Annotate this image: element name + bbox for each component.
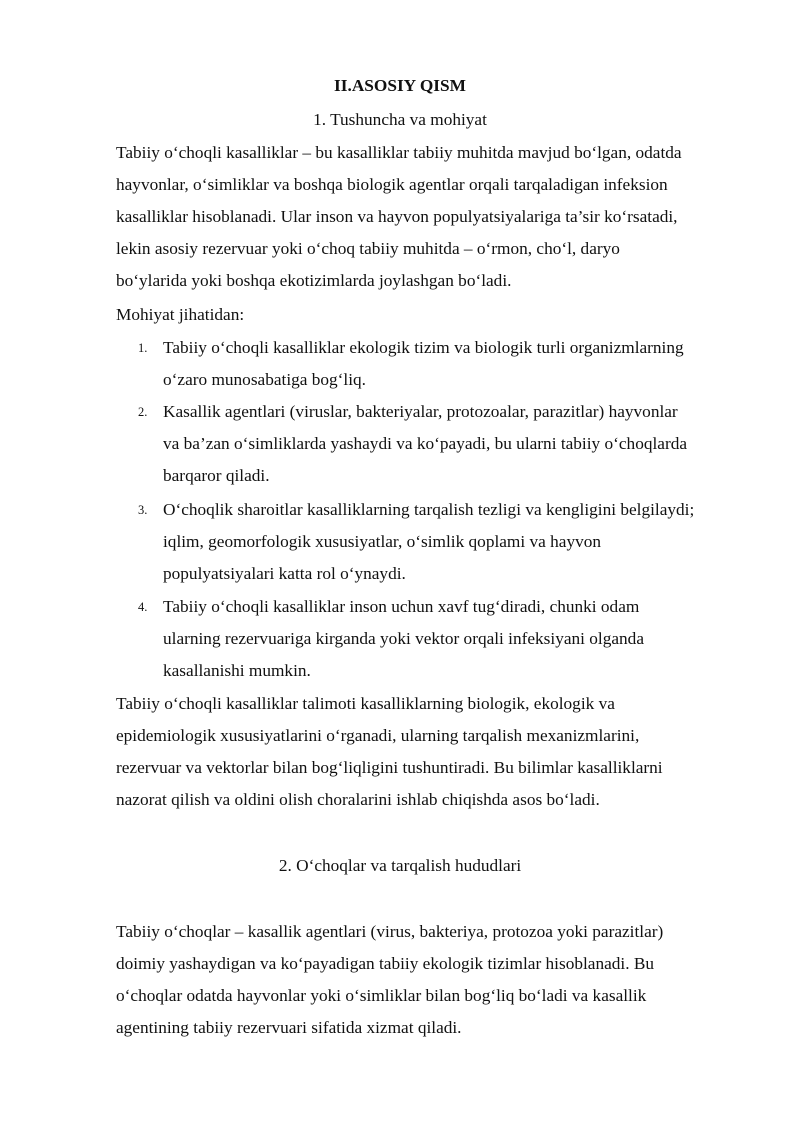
- subsection-title-2: 2. O‘choqlar va tarqalish hududlari: [278, 856, 522, 875]
- text-line: populyatsiyalari katta rol o‘ynaydi.: [163, 564, 406, 583]
- text-line: Kasallik agentlari (viruslar, bakteriyalar, protozoalar, parazitlar) hayvonlar: [163, 402, 678, 421]
- text-line: o‘zaro munosabatiga bog‘liq.: [163, 370, 366, 389]
- subsection-title-1: 1. Tushuncha va mohiyat: [313, 110, 487, 129]
- list-number: 2.: [138, 405, 148, 419]
- text-line: bo‘ylarida yoki boshqa ekotizimlarda joylashgan bo‘ladi.: [116, 271, 512, 290]
- text-line: o‘choqlar odatda hayvonlar yoki o‘simliklar bilan bog‘liq bo‘ladi va kasallik: [116, 986, 647, 1005]
- text-line: kasalliklar hisoblanadi. Ular inson va hayvon populyatsiyalariga ta’sir ko‘rsatadi,: [116, 207, 678, 226]
- list-number: 1.: [138, 341, 148, 355]
- text-line: Tabiiy o‘choqli kasalliklar inson uchun xavf tug‘diradi, chunki odam: [163, 597, 640, 616]
- list-number: 3.: [138, 503, 148, 517]
- text-line: doimiy yashaydigan va ko‘payadigan tabiiy ekologik tizimlar hisoblanadi. Bu: [116, 954, 655, 973]
- text-line: Tabiiy o‘choqli kasalliklar talimoti kasalliklarning biologik, ekologik va: [116, 694, 615, 713]
- text-line: barqaror qiladi.: [163, 466, 270, 485]
- text-line: rezervuar va vektorlar bilan bog‘liqligini tushuntiradi. Bu bilimlar kasalliklarni: [116, 758, 663, 777]
- list-number: 4.: [138, 600, 148, 614]
- text-line: hayvonlar, o‘simliklar va boshqa biologik agentlar orqali tarqaladigan infeksion: [116, 175, 668, 194]
- text-line: va ba’zan o‘simliklarda yashaydi va ko‘payadi, bu ularni tabiiy o‘choqlarda: [163, 434, 688, 453]
- text-line: nazorat qilish va oldini olish choralarini ishlab chiqishda asos bo‘ladi.: [116, 790, 600, 809]
- text-line: kasallanishi mumkin.: [163, 661, 311, 680]
- text-line: epidemiologik xususiyatlarini o‘rganadi, ularning tarqalish mexanizmlarini,: [116, 726, 640, 745]
- text-line: Tabiiy o‘choqlar – kasallik agentlari (virus, bakteriya, protozoa yoki parazitlar): [116, 922, 664, 941]
- section-title: II.ASOSIY QISM: [334, 76, 466, 95]
- text-line: ularning rezervuariga kirganda yoki vektor orqali infeksiyani olganda: [163, 629, 644, 648]
- text-line: agentining tabiiy rezervuari sifatida xizmat qiladi.: [116, 1018, 462, 1037]
- text-line: iqlim, geomorfologik xususiyatlar, o‘simlik qoplami va hayvon: [163, 532, 602, 551]
- text-line: Tabiiy o‘choqli kasalliklar ekologik tizim va biologik turli organizmlarning: [163, 338, 684, 357]
- mohiyat-label: Mohiyat jihatidan:: [116, 305, 245, 324]
- text-line: O‘choqlik sharoitlar kasalliklarning tarqalish tezligi va kengligini belgilaydi;: [163, 500, 695, 519]
- text-line: Tabiiy o‘choqli kasalliklar – bu kasalliklar tabiiy muhitda mavjud bo‘lgan, odatda: [116, 143, 682, 162]
- text-line: lekin asosiy rezervuar yoki o‘choq tabiiy muhitda – o‘rmon, cho‘l, daryo: [116, 239, 620, 258]
